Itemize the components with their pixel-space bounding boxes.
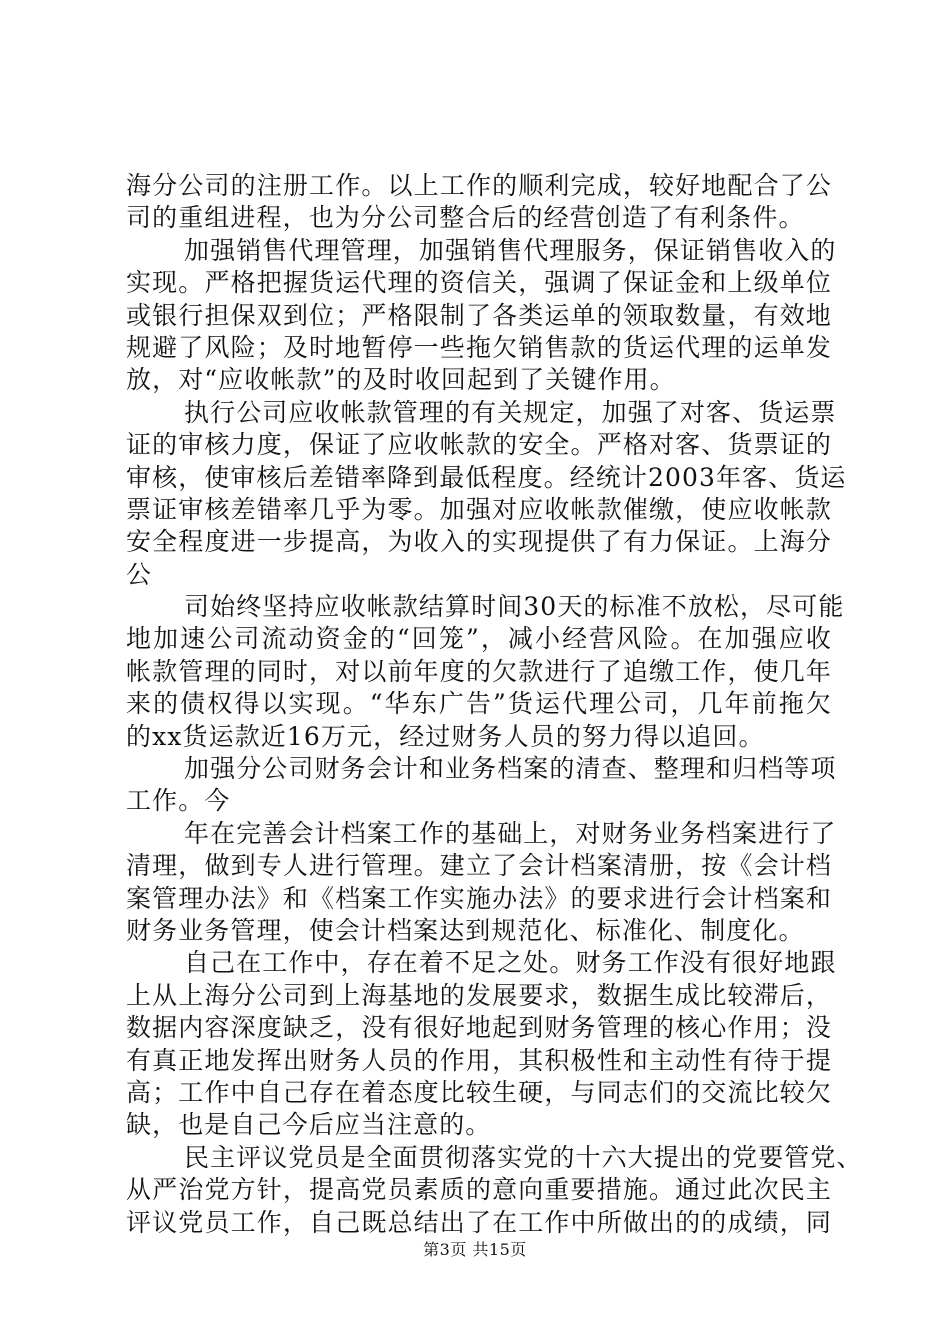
text-line	[126, 980, 832, 1012]
text-line-content: 司的重组进程，也为分公司整合后的经营创造了有利条件。	[126, 203, 805, 233]
text-line	[126, 1045, 832, 1077]
text-line-content: 的xx货运款近16万元，经过财务人员的努力得以追回。	[126, 721, 765, 751]
text-line-content: 票证审核差错率几乎为零。加强对应收帐款催缴，使应收帐款	[126, 494, 832, 524]
text-line-content: 海分公司的注册工作。以上工作的顺利完成，较好地配合了公	[126, 171, 832, 200]
text-line-content: 司始终坚持应收帐款结算时间30天的标准不放松，尽可能	[184, 592, 845, 622]
text-line-content: 数据内容深度缺乏，没有很好地起到财务管理的核心作用；没	[126, 1013, 832, 1043]
text-line	[126, 202, 832, 234]
text-line-content: 来的债权得以实现。“华东广告”货运代理公司，几年前拖欠	[126, 689, 832, 719]
text-line	[126, 785, 832, 817]
text-line	[126, 1012, 832, 1044]
text-line-content: 审核，使审核后差错率降到最低程度。经统计2003年客、货运	[126, 462, 847, 492]
text-line	[126, 429, 832, 461]
text-line-content: 规避了风险；及时地暂停一些拖欠销售款的货运代理的运单发	[126, 332, 832, 362]
text-line-content: 缺，也是自己今后应当注意的。	[126, 1110, 492, 1140]
text-line-content: 地加速公司流动资金的“回笼”，减小经营风险。在加强应收	[126, 624, 832, 654]
text-line-content: 案管理办法》和《档案工作实施办法》的要求进行会计档案和	[126, 883, 832, 913]
text-line	[126, 1207, 832, 1239]
body-text	[126, 170, 863, 1239]
text-line-content: 公	[126, 559, 153, 589]
text-line-content: 证的审核力度，保证了应收帐款的安全。严格对客、货票证的	[126, 430, 832, 460]
text-line	[126, 364, 832, 396]
text-line-content: 实现。严格把握货运代理的资信关，强调了保证金和上级单位	[126, 268, 832, 298]
text-line	[126, 300, 832, 332]
text-line-content: 高；工作中自己存在着态度比较生硬，与同志们的交流比较欠	[126, 1077, 832, 1107]
text-line-content: 自己在工作中，存在着不足之处。财务工作没有很好地跟	[184, 948, 837, 978]
text-line	[126, 332, 832, 364]
text-line-content: 民主评议党员是全面贯彻落实党的十六大提出的党要管党、	[184, 1142, 863, 1172]
text-line-content: 从严治党方针，提高党员素质的意向重要措施。通过此次民主	[126, 1175, 832, 1205]
text-line	[126, 1174, 832, 1206]
text-line	[126, 397, 837, 429]
text-line	[126, 915, 832, 947]
text-line	[126, 656, 832, 688]
text-line	[126, 494, 832, 526]
text-line	[126, 850, 832, 882]
text-line	[126, 1077, 832, 1109]
text-line-content: 放，对“应收帐款”的及时收回起到了关键作用。	[126, 365, 676, 395]
text-line	[126, 721, 832, 753]
text-line	[126, 623, 832, 655]
text-line-content: 清理，做到专人进行管理。建立了会计档案清册，按《会计档	[126, 851, 832, 881]
text-line-content: 财务业务管理，使会计档案达到规范化、标准化、制度化。	[126, 915, 805, 945]
text-line	[126, 526, 832, 558]
text-line	[126, 947, 837, 979]
text-line	[126, 1109, 832, 1141]
text-line-content: 加强销售代理管理，加强销售代理服务，保证销售收入的	[184, 235, 837, 265]
text-line	[126, 170, 832, 202]
text-line-content: 评议党员工作，自己既总结出了在工作中所做出的的成绩，同	[126, 1207, 832, 1237]
text-line	[126, 753, 837, 785]
text-line	[126, 267, 832, 299]
text-line	[126, 818, 837, 850]
text-line-content: 年在完善会计档案工作的基础上，对财务业务档案进行了	[184, 818, 837, 848]
text-line-content: 执行公司应收帐款管理的有关规定，加强了对客、货运票	[184, 397, 837, 427]
text-line-content: 安全程度进一步提高，为收入的实现提供了有力保证。上海分	[126, 527, 832, 557]
text-line	[126, 1142, 863, 1174]
text-line	[126, 688, 832, 720]
text-line	[126, 462, 847, 494]
page-footer	[0, 1240, 950, 1260]
text-line-content: 或银行担保双到位；严格限制了各类运单的领取数量，有效地	[126, 300, 832, 330]
text-line	[126, 591, 845, 623]
page-number-label: 第3页 共15页	[423, 1240, 527, 1259]
text-line	[126, 559, 832, 591]
text-line	[126, 235, 837, 267]
text-line-content: 有真正地发挥出财务人员的作用，其积极性和主动性有待于提	[126, 1045, 832, 1075]
text-line-content: 加强分公司财务会计和业务档案的清查、整理和归档等项	[184, 754, 837, 784]
text-line	[126, 883, 832, 915]
text-line-content: 上从上海分公司到上海基地的发展要求，数据生成比较滞后，	[126, 980, 832, 1010]
text-line-content: 帐款管理的同时，对以前年度的欠款进行了追缴工作，使几年	[126, 656, 832, 686]
text-line-content: 工作。今	[126, 786, 231, 816]
